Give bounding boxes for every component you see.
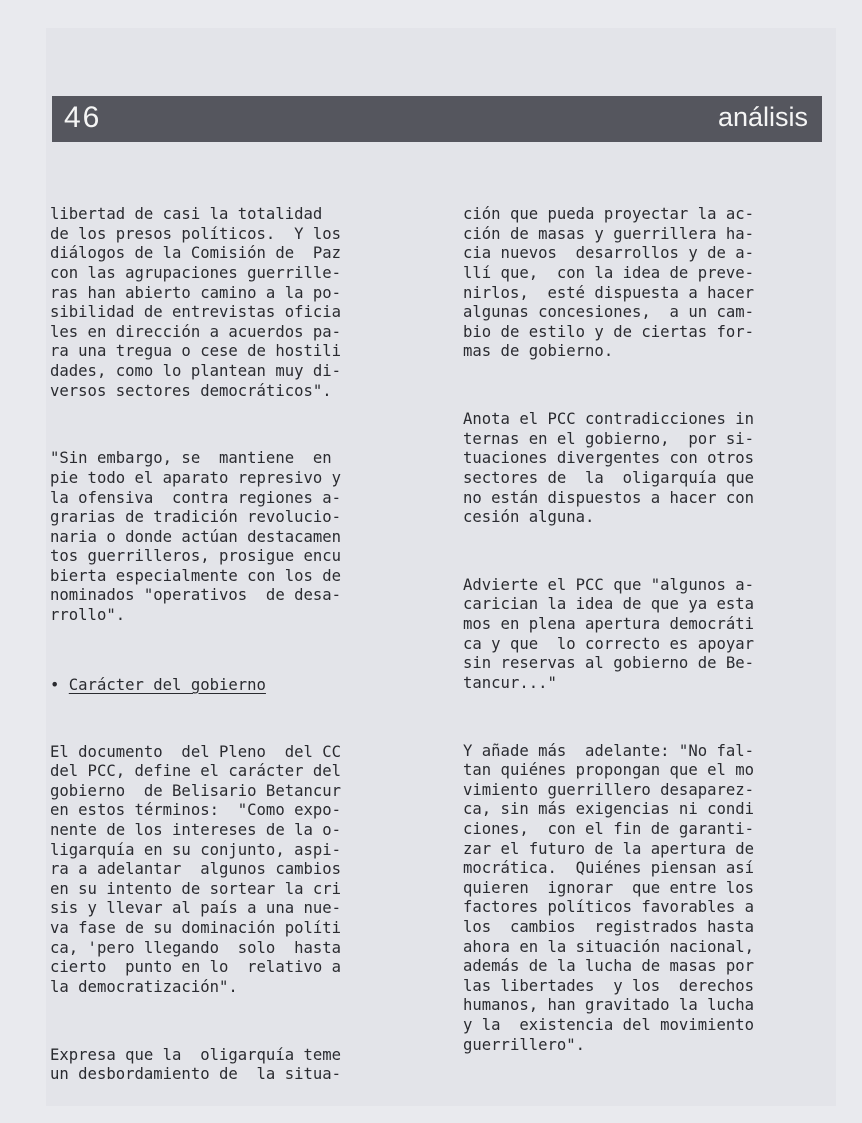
page-number: 46 [64, 101, 102, 134]
left-column [50, 166, 420, 1113]
bullet-icon: • [50, 675, 69, 694]
right-paragraph-4: Y añade más adelante: "No fal- tan quiénes propongan que el mo vimiento guerrillero desaparez- ca, sin más exigencias ni condi ciones, con el fin de garanti- zar el futuro de la apertura de mocrática. Quiénes piensan así quieren ignorar que entre los factores políticos favorables a los cambios registrados hasta ahora en la situación nacional, además de la lucha de masas por las libertades y los derechos humanos, han gravitado la lucha y la existencia del movimiento guerrillero". [463, 741, 755, 1054]
left-paragraph-3: El documento del Pleno del CC del PCC, define el carácter del gobierno de Belisario Betancur en estos términos: "Como expo- nente de los intereses de la o- ligarquía en su conjunto, aspi- ra a adelantar algunos cambios en su intento de sortear la cri sis y llevar al país a una nue- va fase de su dominación políti ca, 'pero llegando solo hasta cierto punto en lo relativo a la democratización". [50, 742, 342, 996]
right-column [463, 166, 831, 1084]
left-paragraph-2: "Sin embargo, se mantiene en pie todo el aparato represivo y la ofensiva contra regiones a- grarias de tradición revolucio- naria o donde actúan destacamen tos guerrilleros, prosigue encu bierta especialmente con los de nominados "operativos de desa- rrollo". [50, 449, 342, 625]
right-paragraph-1: ción que pueda proyectar la ac- ción de masas y guerrillera ha- cia nuevos desarrollos y de a- llí que, con la idea de preve- nirlos, esté dispuesta a hacer algunas concesiones, a un cam- bio de estilo y de ciertas for- mas de gobierno. [463, 205, 755, 361]
left-paragraph-1: libertad de casi la totalidad de los presos políticos. Y los diálogos de la Comisión de Paz con las agrupaciones guerrille- ras han abierto camino a la po- sibilidad de entrevistas oficia les en dirección a acuerdos pa- ra una tregua o cese de hostili dades, como lo plantean muy di- versos sectores democráticos". [50, 205, 342, 400]
section-label: análisis [717, 102, 808, 132]
left-paragraph-4: Expresa que la oligarquía teme un desbordamiento de la situa- [50, 1045, 342, 1084]
right-paragraph-3: Advierte el PCC que "algunos a- carician la idea de que ya esta mos en plena apertura democráti ca y que lo correcto es apoyar sin reservas al gobierno de Be- tancur..." [463, 575, 755, 692]
subheading [50, 676, 420, 696]
right-paragraph-2: Anota el PCC contradicciones in ternas en el gobierno, por si- tuaciones divergentes con otros sectores de la oligarquía que no están dispuestos a hacer con cesión alguna. [463, 410, 755, 527]
subheading-text: Carácter del gobierno [68, 675, 266, 694]
header-bar [52, 96, 822, 142]
